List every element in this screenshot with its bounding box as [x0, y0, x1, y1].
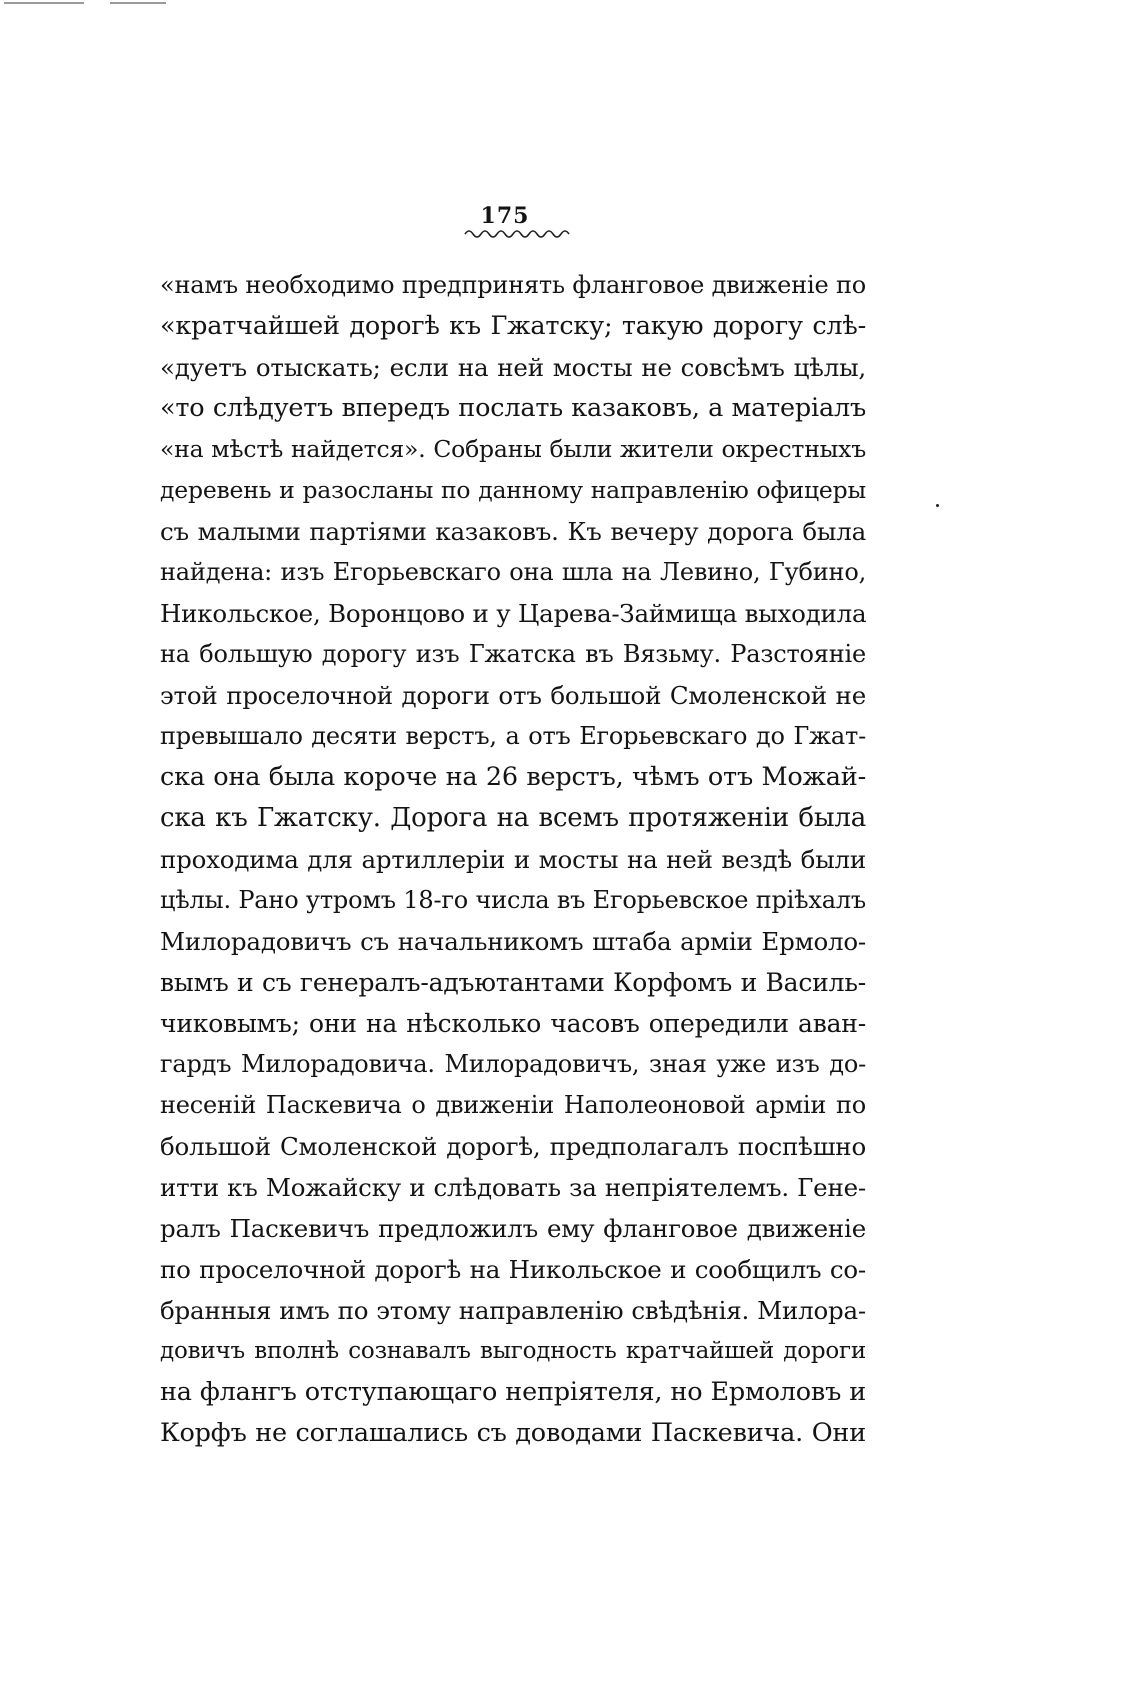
- text-line: «то слѣдуетъ впередъ послать казаковъ, а матеріалъ: [160, 393, 866, 423]
- text-line: по проселочной дорогѣ на Никольское и сообщилъ со-: [160, 1255, 866, 1284]
- text-line: несеній Паскевича о движеніи Наполеоновой арміи по: [160, 1091, 866, 1119]
- text-line: Корфъ не соглашались съ доводами Паскевича. Они: [160, 1418, 866, 1448]
- page-number: 175: [480, 203, 530, 229]
- text-line: ска къ Гжатску. Дорога на всемъ протяженіи была: [160, 803, 866, 833]
- text-line: деревень и разосланы по данному направленію офицеры: [160, 476, 866, 504]
- text-line: гардъ Милорадовича. Милорадовичъ, зная уже изъ до-: [160, 1050, 866, 1078]
- text-line: Милорадовичъ съ начальникомъ штаба арміи Ермоло-: [160, 927, 866, 956]
- scan-edge-mark: [110, 2, 166, 4]
- text-line: проходима для артиллеріи и мосты на ней вездѣ были: [160, 845, 866, 874]
- text-line: ска она была короче на 26 верстъ, чѣмъ отъ Можай-: [160, 762, 866, 792]
- text-line: чиковымъ; они на нѣсколько часовъ опередили аван-: [160, 1009, 866, 1038]
- text-line: «дуетъ отыскать; если на ней мосты не совсѣмъ цѣлы,: [160, 353, 866, 382]
- text-line: Никольское, Воронцово и у Царева-Займища выходила: [160, 599, 867, 628]
- wavy-ornament: [463, 226, 573, 238]
- text-line: «кратчайшей дорогѣ къ Гжатску; такую дорогу слѣ-: [160, 311, 866, 341]
- text-line: превышало десяти верстъ, а отъ Егорьевскаго до Гжат-: [160, 722, 866, 750]
- scan-edge-mark: [4, 2, 84, 4]
- text-line: цѣлы. Рано утромъ 18-го числа въ Егорьевское пріѣхалъ: [160, 886, 866, 914]
- text-line: ралъ Паскевичъ предложилъ ему фланговое движеніе: [160, 1214, 866, 1243]
- body-text: [160, 265, 866, 1454]
- text-line: этой проселочной дороги отъ большой Смоленской не: [160, 681, 866, 710]
- text-line: большой Смоленской дорогѣ, предполагалъ поспѣшно: [160, 1132, 866, 1161]
- text-line: бранныя имъ по этому направленію свѣдѣнія. Милора-: [160, 1296, 866, 1325]
- text-line: найдена: изъ Егорьевскаго она шла на Левино, Губино,: [160, 558, 866, 586]
- text-line: вымъ и съ генералъ-адъютантами Корфомъ и Василь-: [160, 968, 866, 997]
- text-line: итти къ Можайску и слѣдовать за непріятелемъ. Гене-: [160, 1173, 866, 1202]
- text-line: довичъ вполнѣ сознавалъ выгодность кратчайшей дороги: [160, 1338, 866, 1364]
- margin-speck: [936, 504, 939, 507]
- text-line: съ малыми партіями казаковъ. Къ вечеру дорога была: [160, 517, 866, 546]
- text-line: на большую дорогу изъ Гжатска въ Вязьму. Разстояніе: [160, 640, 866, 668]
- text-line: «на мѣстѣ найдется». Собраны были жители окрестныхъ: [160, 435, 866, 463]
- text-line: «намъ необходимо предпринять фланговое движеніе по: [160, 271, 866, 299]
- text-line: на флангъ отступающаго непріятеля, но Ермоловъ и: [160, 1377, 866, 1407]
